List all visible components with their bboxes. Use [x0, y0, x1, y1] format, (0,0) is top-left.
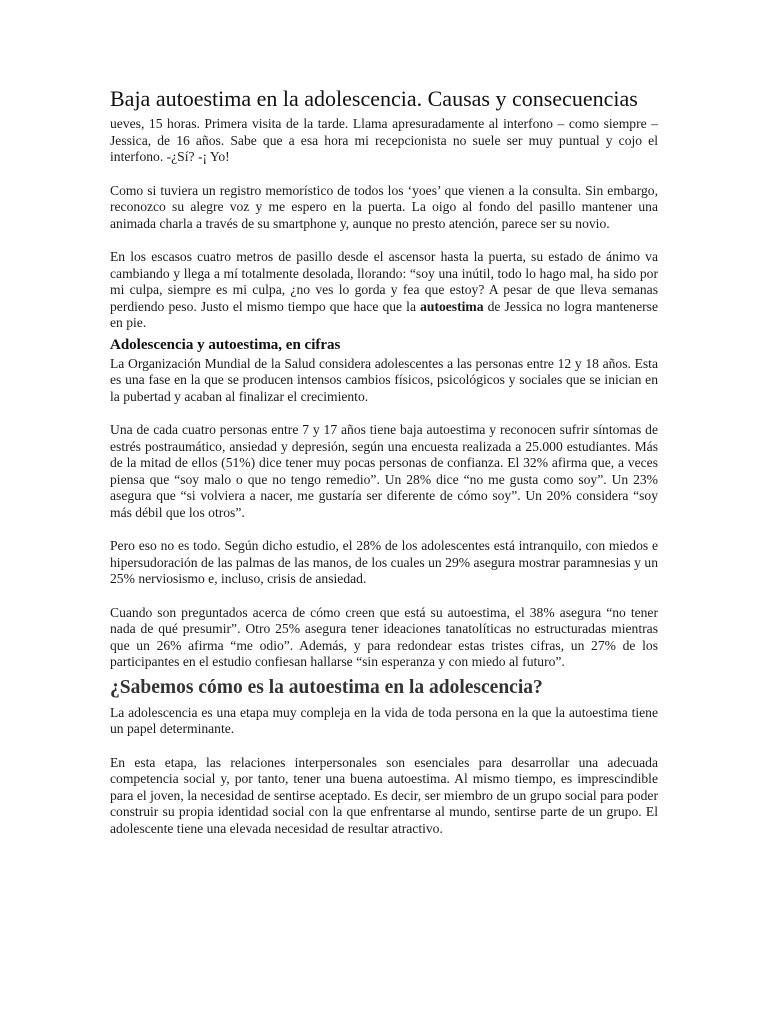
paragraph-spacer	[110, 405, 658, 422]
intro-paragraph-1: ueves, 15 horas. Primera visita de la tarde. Llama apresuradamente al interfono – como siempre – Jessica, de 16 años. Sabe que a esa hora mi recepcionista no suele ser muy puntual y cojo el interfono. -¿Sí? -¡ Yo!	[110, 116, 658, 164]
paragraph-spacer	[110, 166, 658, 183]
autoestima-bold-keyword: autoestima	[420, 298, 484, 314]
intro-paragraph-3-text-start: En los escasos cuatro metros de pasillo desde el ascensor hasta la puerta, su estado de ánimo va cambiando y llega a mí totalmente desolada, llorando: “soy una inútil, todo lo hago mal, ha sido por mi culpa, siempre es mi culpa, ¿no ves lo gorda y fea que estoy? A pesar de que lleva semanas perdiendo peso. Justo el mismo tiempo que hace que la	[110, 249, 658, 314]
intro-paragraph-3-text-end: de Jessica no logra mantenerse en pie.	[110, 298, 658, 330]
cifras-paragraph-2: Una de cada cuatro personas entre 7 y 17 años tiene baja autoestima y reconocen sufrir síntomas de estrés postraumático, ansiedad y depresión, según una encuesta realizada a 25.000 estudiantes. Más de la mitad de ellos (51%) dice tener muy pocas personas de confianza. El 32% afirma que, a veces piensa que “soy malo o que no tengo remedio”. Un 28% dice “no me gusta como soy”. Un 23% asegura que “si volviera a nacer, me gustaría ser diferente de cómo soy”. Un 20% considera “soy más débil que los otros”.	[110, 422, 658, 520]
paragraph-spacer	[110, 232, 658, 249]
intro-paragraph-3	[110, 249, 658, 332]
section-heading-cifras: Adolescencia y autoestima, en cifras	[110, 336, 341, 353]
paragraph-spacer	[110, 738, 658, 755]
document-page	[110, 86, 658, 837]
paragraph-spacer	[110, 521, 658, 538]
paragraph-spacer	[110, 588, 658, 605]
document-title: Baja autoestima en la adolescencia. Causas y consecuencias	[110, 86, 638, 111]
autoestima-paragraph-1: La adolescencia es una etapa muy compleja en la vida de toda persona en la que la autoestima tiene un papel determinante.	[110, 704, 658, 736]
cifras-paragraph-3: Pero eso no es todo. Según dicho estudio, el 28% de los adolescentes está intranquilo, con miedos e hipersudoración de las palmas de las manos, de los cuales un 29% asegura mostrar paramnesias y un 25% nerviosismo e, incluso, crisis de ansiedad.	[110, 538, 658, 586]
section-heading-autoestima: ¿Sabemos cómo es la autoestima en la adolescencia?	[110, 676, 543, 698]
cifras-paragraph-1: La Organización Mundial de la Salud considera adolescentes a las personas entre 12 y 18 años. Esta es una fase en la que se producen intensos cambios físicos, psicológicos y sociales que se inician en la pubertad y acaban al finalizar el crecimiento.	[110, 355, 658, 404]
intro-paragraph-2: Como si tuviera un registro memorístico de todos los ‘yoes’ que vienen a la consulta. Sin embargo, reconozco su alegre voz y me espero en la puerta. La oigo al fondo del pasillo mantener una animada charla a través de su smartphone y, aunque no presto atención, parece ser su novio.	[110, 182, 658, 231]
autoestima-paragraph-2: En esta etapa, las relaciones interpersonales son esenciales para desarrollar una adecuada competencia social y, por tanto, tener una buena autoestima. Al mismo tiempo, es imprescindible para el joven, la necesidad de sentirse aceptado. Es decir, ser miembro de un grupo social para poder construir su propia identidad social con la que enfrentarse al mundo, sentirse parte de un grupo. El adolescente tiene una elevada necesidad de resultar atractivo.	[110, 754, 658, 836]
cifras-paragraph-4: Cuando son preguntados acerca de cómo creen que está su autoestima, el 38% asegura “no tener nada de qué presumir”. Otro 25% asegura tener ideaciones tanatolíticas no estructuradas mientras que un 26% afirma “me odio”. Además, y para redondear estas tristes cifras, un 27% de los participantes en el estudio confiesan hallarse “sin esperanza y con miedo al futuro”.	[110, 604, 658, 669]
